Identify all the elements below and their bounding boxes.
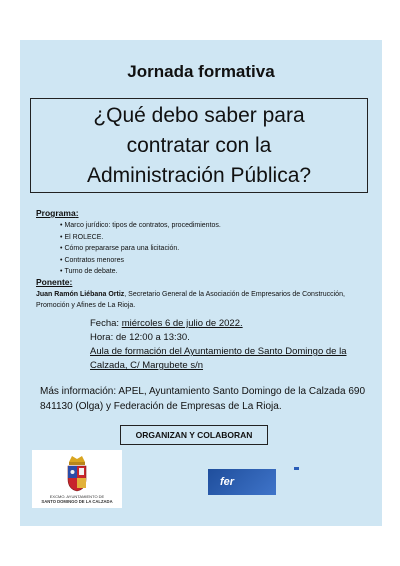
list-item: • El ROLECE. (60, 232, 221, 244)
fer-logo: fer (208, 469, 276, 495)
ponente-name: Juan Ramón Liébana Ortiz (36, 291, 125, 298)
programa-list (60, 220, 221, 278)
list-item: • Contratos menores (60, 255, 221, 267)
ponente-description: , Secretario General de la Asociación de Empresarios de Construcción, Promoción y Afines de La Rioja. (36, 291, 345, 309)
list-item: • Marco jurídico: tipos de contratos, procedimientos. (60, 220, 221, 232)
ayuntamiento-logo (32, 450, 122, 508)
programa-label: Programa: (36, 208, 79, 218)
list-item: • Cómo prepararse para una licitación. (60, 243, 221, 255)
question-box (30, 98, 368, 193)
ayuntamiento-caption: EXCMO. AYUNTAMIENTO DE SANTO DOMINGO DE LA CALZADA (41, 494, 113, 504)
ponente-label: Ponente: (36, 277, 73, 287)
hora-line: Hora: de 12:00 a 13:30. (90, 332, 190, 343)
list-item: • Turno de debate. (60, 266, 221, 278)
lugar-line: Aula de formación del Ayuntamiento de Santo Domingo de la Calzada, C/ Margubete s/n (90, 346, 347, 371)
question-text: ¿Qué debo saber para contratar con la Administración Pública? (86, 103, 312, 187)
fecha-value: miércoles 6 de julio de 2022. (121, 318, 243, 329)
organizan-box: ORGANIZAN Y COLABORAN (120, 425, 268, 445)
event-details (90, 317, 380, 373)
fecha-line: Fecha: miércoles 6 de julio de 2022. (90, 318, 243, 329)
event-title: Jornada formativa (127, 62, 275, 81)
fer-mark-icon (294, 467, 299, 470)
ponente-text (36, 289, 376, 311)
coat-of-arms-icon (64, 453, 90, 493)
mas-informacion: Más información: APEL, Ayuntamiento Santo Domingo de la Calzada 690 841130 (Olga) y Federación de Empresas de La Rioja. (40, 386, 366, 412)
poster (20, 40, 382, 526)
